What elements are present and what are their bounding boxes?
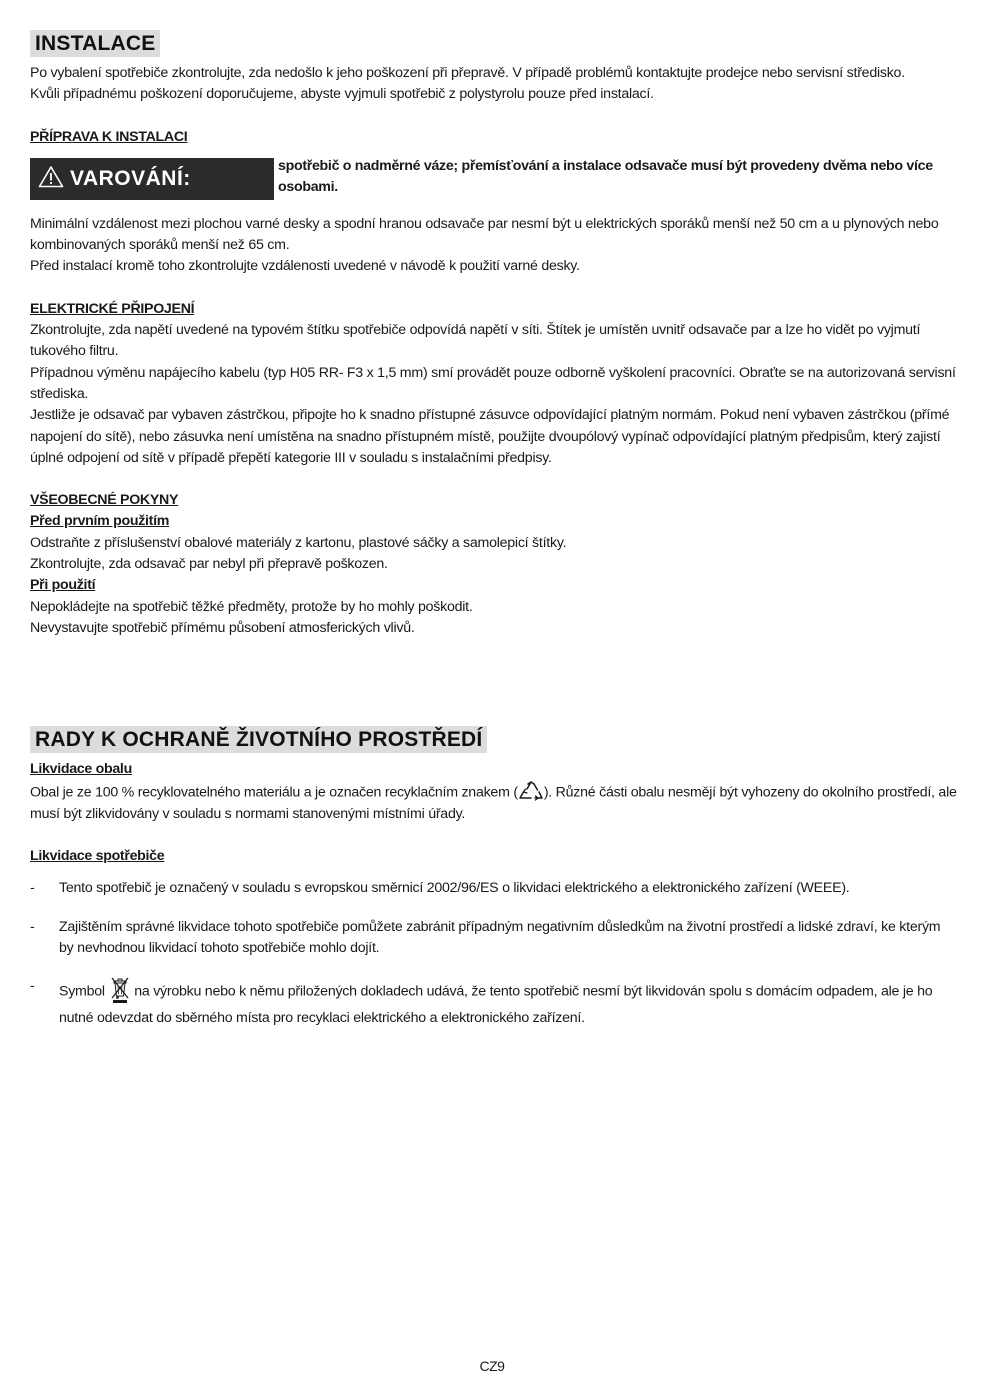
intro-line-2: Kvůli případnému poškození doporučujeme, abyste vyjmuli spotřebič z polystyrolu pouze před instalací. (30, 86, 654, 103)
packaging-text-before: Obal je ze 100 % recyklovatelného materiálu a je označen recyklačním znakem ( (30, 783, 518, 800)
symbol-text-before: Symbol (59, 983, 105, 1000)
warning-triangle-icon (38, 165, 64, 193)
packaging-text-after: ). Různé části obalu nesmějí být vyhozeny do okolního prostředí, ale musí být zlikvidovány v souladu s normami stanovenými místními úřady. (30, 783, 957, 822)
first-use-line-2: Zkontrolujte, zda odsavač par nebyl při přepravě poškozen. (30, 556, 388, 573)
bullet-text (59, 976, 958, 1029)
bullet-proper-disposal (30, 917, 958, 960)
during-use-line-1: Nepokládejte na spotřebič těžké předměty, protože by ho mohly poškodit. (30, 598, 473, 615)
bullet-dash: - (30, 880, 35, 897)
warning-label: VAROVÁNÍ: (70, 166, 191, 190)
bullet-text: Tento spotřebič je označený v souladu s evropskou směrnicí 2002/96/ES o likvidaci elektrického a elektronického zařízení (WEEE). (59, 880, 850, 897)
bullet-text: Zajištěním správné likvidace tohoto spotřebiče pomůžete zabránit případným negativním důsledkům na životní prostředí a lidské zdraví, ke kterým by nevhodnou likvidací tohoto spotřebiče mohlo dojít. (59, 918, 941, 957)
page-content (30, 30, 958, 1029)
electrical-para-3: Jestliže je odsavač par vybaven zástrčkou, připojte ho k snadno přístupné zásuvce odpovídající platným normám. Pokud není vybaven zástrčkou (přímé napojení do sítě), nebo zásuvka není umístěna na snadno přístupném místě, použijte dvoupólový vypínač odpovídající platným předpisům, který zajistí úplné odpojení od sítě v případě přepětí kategorie III v souladu s instalačními předpisy. (30, 407, 950, 466)
heading-appliance-disposal: Likvidace spotřebiče (30, 848, 165, 865)
crossed-out-bin-icon (109, 976, 131, 1007)
distance-check-text: Před instalací kromě toho zkontrolujte vzdálenosti uvedené v návodě k použití varné desky. (30, 258, 580, 275)
bullet-dash: - (30, 978, 35, 995)
during-use-line-2: Nevystavujte spotřebič přímému působení atmosferických vlivů. (30, 619, 415, 636)
section-title-installation: INSTALACE (30, 30, 160, 57)
warning-box (30, 158, 274, 200)
heading-during-use: Při použití (30, 577, 96, 594)
section-title-environment: RADY K OCHRANĚ ŽIVOTNÍHO PROSTŘEDÍ (30, 726, 487, 753)
heading-packaging: Likvidace obalu (30, 761, 132, 778)
section-spacer (30, 639, 958, 726)
intro-line-1: Po vybalení spotřebiče zkontrolujte, zda nedošlo k jeho poškození při přepravě. V případě problémů kontaktujte prodejce nebo servisní středisko. (30, 65, 905, 81)
heading-first-use: Před prvním použitím (30, 513, 170, 530)
distance-text: Minimální vzdálenost mezi plochou varné desky a spodní hranou odsavače par nesmí být u elektrických sporáků menší než 50 cm a u plynových nebo kombinovaných sporáků menší než 65 cm. (30, 215, 939, 254)
first-use-line-1: Odstraňte z příslušenství obalové materiály z kartonu, plastové sáčky a samolepicí štítky. (30, 534, 567, 551)
heading-general: VŠEOBECNÉ POKYNY (30, 492, 179, 509)
heading-electrical: ELEKTRICKÉ PŘIPOJENÍ (30, 300, 195, 317)
symbol-text-after: na výrobku nebo k němu přiložených dokladech udává, že tento spotřebič nesmí být likvidován spolu s domácím odpadem, ale je ho nutné odevzdat do sběrného místa pro recyklaci elektrického a elektronického zařízení. (59, 983, 933, 1026)
bullet-dash: - (30, 918, 35, 935)
recycle-icon (518, 781, 544, 804)
warning-row (30, 158, 958, 200)
electrical-para-1: Zkontrolujte, zda napětí uvedené na typovém štítku spotřebiče odpovídá napětí v síti. Štítek je umístěn uvnitř odsavače par a lze ho vidět po vyjmutí tukového filtru. (30, 322, 921, 360)
bullet-symbol (30, 976, 958, 1029)
warning-text: spotřebič o nadměrné váze; přemísťování a instalace odsavače musí být provedeny dvěma nebo více osobami. (278, 157, 933, 196)
electrical-para-2: Případnou výměnu napájecího kabelu (typ H05 RR- F3 x 1,5 mm) smí provádět pouze odborně vyškolení pracovníci. Obraťte se na autorizovaná servisní střediska. (30, 364, 956, 402)
bullet-weee-directive (30, 878, 958, 899)
page-number: CZ9 (479, 1358, 505, 1374)
heading-preparation: PŘÍPRAVA K INSTALACI (30, 128, 188, 145)
packaging-text (30, 781, 958, 826)
